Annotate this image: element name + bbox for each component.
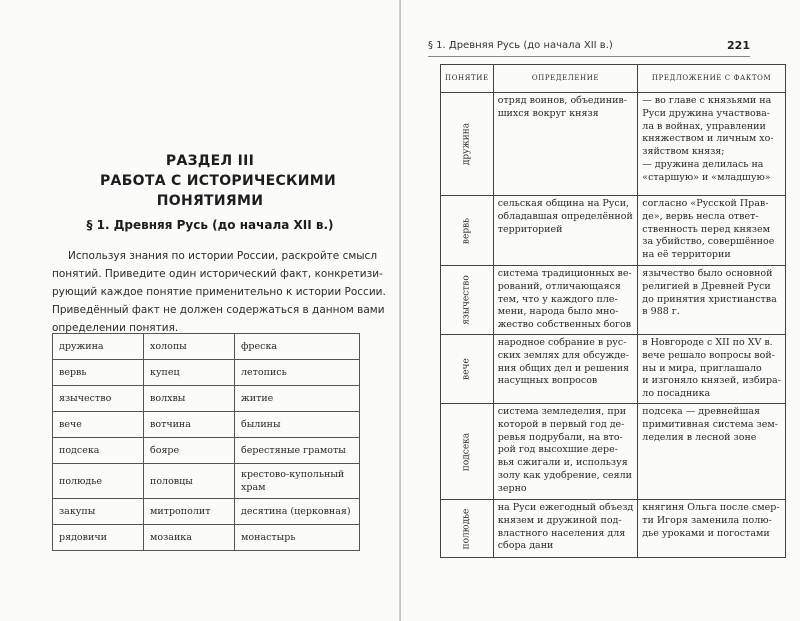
text-line: в 988 г.: [642, 306, 680, 318]
text-line: — во главе с князьями на: [642, 95, 772, 106]
term-cell: вервь: [53, 360, 144, 386]
term-cell: десятина (церковная): [235, 499, 360, 525]
table-row: [53, 412, 360, 438]
page-number: 221: [727, 39, 750, 52]
text-line: система земледелия, при: [497, 406, 627, 417]
text-line: ны и мира, приглашало: [642, 362, 762, 374]
term-cell: подсека: [53, 438, 144, 464]
definition-cell: [493, 266, 638, 335]
term-cell: монастырь: [235, 525, 360, 551]
text-line: народное собрание в рус-: [497, 337, 627, 348]
terms-table: [52, 333, 360, 551]
table-row: [441, 335, 786, 404]
term-cell: [441, 335, 494, 404]
text-line: сбора дани: [497, 540, 554, 552]
text-line: язычество было основной: [642, 268, 773, 279]
definition-cell: [493, 93, 638, 196]
text-line: ских землях для обсужде-: [497, 349, 629, 361]
text-line: золу как удобрение, сеяли: [497, 469, 633, 481]
text-line: сельская община на Руси,: [497, 198, 630, 209]
text-line: ла в войнах, управлении: [642, 120, 766, 132]
task-line: Приведённый факт не должен содержаться в данном вами: [52, 304, 385, 316]
term-cell: [441, 404, 494, 500]
text-line: рой год высохшие дере-: [497, 444, 618, 456]
term-cell: половцы: [144, 464, 235, 499]
running-head: [428, 40, 750, 57]
text-line: ло посадника: [642, 388, 711, 400]
text-line: подсека — древнейшая: [642, 406, 760, 417]
text-line: властного населения для: [497, 527, 626, 539]
text-line: ревья подрубали, на вто-: [497, 431, 623, 443]
text-line: на Руси ежегодный объезд: [497, 502, 634, 513]
definition-cell: [493, 404, 638, 500]
text-line: ти Игоря заменила полю-: [642, 514, 772, 526]
table-row: [441, 404, 786, 500]
term-cell: язычество: [53, 386, 144, 412]
table-row: [441, 93, 786, 196]
text-line: которой в первый год де-: [497, 418, 625, 430]
term-cell: бояре: [144, 438, 235, 464]
term-cell: купец: [144, 360, 235, 386]
definition-cell: [493, 500, 638, 558]
term-cell: холопы: [144, 334, 235, 360]
text-line: до принятия христианства: [642, 293, 777, 305]
task-line: понятий. Приведите один исторический факт, конкретизи-: [52, 268, 383, 280]
table-row: [53, 386, 360, 412]
term-cell: митрополит: [144, 499, 235, 525]
term-cell: [441, 500, 494, 558]
text-line: в Новгороде с XII по XV в.: [642, 337, 773, 348]
term-cell: дружина: [53, 334, 144, 360]
table-row: [53, 525, 360, 551]
term-label: полюдье: [461, 508, 472, 549]
text-line: рований, отличающаяся: [497, 280, 621, 292]
term-cell: [441, 196, 494, 266]
text-line: Руси дружина участвова-: [642, 107, 770, 119]
text-line: обладавшая определённой: [497, 210, 633, 222]
text-line: де», вервь несла ответ-: [642, 210, 759, 222]
task-line: рующий каждое понятие применительно к истории России.: [52, 286, 386, 298]
term-cell: [441, 266, 494, 335]
term-cell: берестяные грамоты: [235, 438, 360, 464]
running-head-title: § 1. Древняя Русь (до начала XII в.): [428, 40, 613, 51]
column-header-definition: ОПРЕДЕЛЕНИЕ: [493, 65, 638, 93]
table-row: [53, 334, 360, 360]
text-line: тем, что у каждого пле-: [497, 293, 618, 305]
text-line: на её территории: [642, 249, 731, 261]
text-line: ственность перед князем: [642, 223, 770, 235]
text-line: жество собственных богов: [497, 319, 632, 331]
table-row: [441, 500, 786, 558]
definition-cell: [493, 196, 638, 266]
text-line: вья сжигали и, используя: [497, 457, 628, 469]
text-line: леделия в лесной зоне: [642, 431, 757, 443]
definition-cell: [493, 335, 638, 404]
text-line: дье уроками и погостами: [642, 527, 770, 539]
fact-cell: [638, 335, 786, 404]
fact-cell: [638, 266, 786, 335]
term-cell: крестово-купольный храм: [235, 464, 360, 499]
section-title-line: РАЗДЕЛ III: [165, 153, 255, 169]
term-label: вервь: [461, 217, 472, 244]
table-row: [441, 196, 786, 266]
text-line: шихся вокруг князя: [497, 107, 599, 119]
text-line: зяйством князя;: [642, 146, 725, 158]
text-line: княжеством и личным хо-: [642, 133, 774, 145]
fact-cell: [638, 196, 786, 266]
column-header-fact: ПРЕДЛОЖЕНИЕ С ФАКТОМ: [638, 65, 786, 93]
text-line: за убийство, совершённое: [642, 236, 775, 248]
text-line: «старшую» и «младшую»: [642, 171, 771, 183]
text-line: княгиня Ольга после смер-: [642, 502, 780, 513]
table-row: [53, 360, 360, 386]
text-line: примитивная система зем-: [642, 418, 779, 430]
task-line: определении понятия.: [52, 322, 179, 334]
text-line: зерно: [497, 482, 527, 494]
text-line: ния общих дел и решения: [497, 362, 630, 374]
term-cell: вече: [53, 412, 144, 438]
text-line: князем и дружиной под-: [497, 514, 622, 526]
term-cell: волхвы: [144, 386, 235, 412]
column-header-term: ПОНЯТИЕ: [441, 65, 494, 93]
text-line: насущных вопросов: [497, 375, 598, 387]
text-line: религией в Древней Руси: [642, 280, 771, 292]
text-line: отряд воинов, объединив-: [497, 95, 627, 106]
term-label: вече: [461, 358, 472, 380]
term-cell: [441, 93, 494, 196]
table-row: [53, 499, 360, 525]
table-row: [53, 464, 360, 499]
text-line: согласно «Русской Прав-: [642, 198, 769, 209]
text-line: территорией: [497, 223, 563, 235]
table-header-row: [441, 65, 786, 93]
term-cell: мозаика: [144, 525, 235, 551]
section-title-line: РАБОТА С ИСТОРИЧЕСКИМИ: [100, 173, 337, 189]
definitions-table: [440, 64, 786, 558]
text-line: система традиционных ве-: [497, 268, 632, 279]
task-line: Используя знания по истории России, раскройте смысл: [68, 250, 378, 262]
term-cell: рядовичи: [53, 525, 144, 551]
text-line: и изгоняло князей, избира-: [642, 375, 781, 387]
term-cell: летопись: [235, 360, 360, 386]
term-cell: полюдье: [53, 464, 144, 499]
fact-cell: [638, 93, 786, 196]
term-cell: фреска: [235, 334, 360, 360]
text-line: мени, народа было мно-: [497, 306, 619, 318]
table-row: [441, 266, 786, 335]
task-paragraph: [52, 247, 386, 337]
subsection-title: § 1. Древняя Русь (до начала XII в.): [86, 218, 334, 232]
term-label: подсека: [461, 432, 472, 471]
section-title: [100, 151, 337, 211]
term-cell: закупы: [53, 499, 144, 525]
term-label: язычество: [461, 275, 472, 325]
table-row: [53, 438, 360, 464]
fact-cell: [638, 500, 786, 558]
term-label: дружина: [461, 122, 472, 166]
term-cell: былины: [235, 412, 360, 438]
section-title-line: ПОНЯТИЯМИ: [156, 193, 264, 209]
text-line: вече решало вопросы вой-: [642, 349, 775, 361]
term-cell: житие: [235, 386, 360, 412]
text-line: — дружина делилась на: [642, 158, 764, 170]
term-cell: вотчина: [144, 412, 235, 438]
fact-cell: [638, 404, 786, 500]
